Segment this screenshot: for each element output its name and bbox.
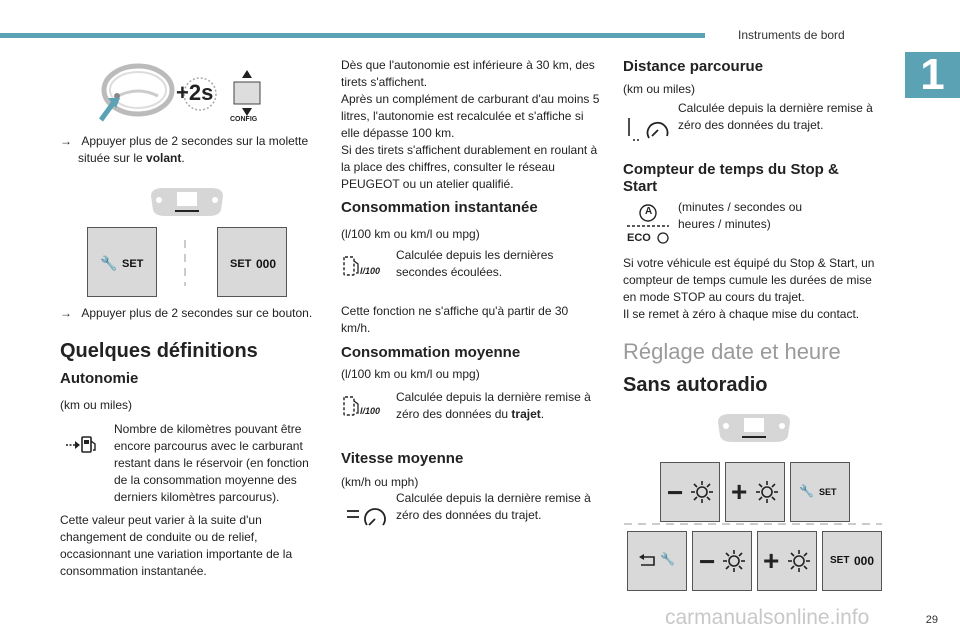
moyenne-desc: Calculée depuis la dernière remise à zéro des données du trajet. [396, 390, 591, 421]
instrument-cluster-icon [145, 186, 229, 220]
vitesse-unit: (km/h ou mph) [341, 475, 419, 489]
brightness-down-button[interactable] [660, 462, 720, 522]
sun-icon [723, 550, 745, 572]
autonomie-note: Cette valeur peut varier à la suite d'un changement de conduite ou de relief, occasionnant une variation importante de la consommation instantanée. [60, 513, 293, 578]
sun-icon [788, 550, 810, 572]
steering-wheel-illustration [96, 60, 176, 126]
hold-duration-label: +2s [176, 80, 214, 105]
brightness-up-button[interactable] [757, 531, 817, 591]
moyenne-unit: (l/100 km ou km/l ou mpg) [341, 367, 480, 381]
instant-desc: Calculée depuis les dernières secondes écoulées. [396, 248, 554, 279]
set-button-left[interactable] [87, 227, 157, 297]
vitesse-desc: Calculée depuis la dernière remise à zéro des données du trajet. [396, 491, 591, 522]
minus-icon: − [667, 477, 684, 508]
chapter-number: 1 [905, 52, 960, 98]
wrench-icon: 🔧 [660, 552, 675, 566]
fuel-range-icon [66, 436, 98, 454]
icon-label: l/100 [360, 266, 381, 276]
instant-note: Cette fonction ne s'affiche qu'à partir de 30 km/h. [341, 304, 569, 335]
instruction-wheel: → Appuyer plus de 2 secondes sur la molette située sur le volant. [60, 134, 309, 165]
stopstart-desc: Si votre véhicule est équipé du Stop & Start, un compteur de temps cumule les durées de mise en mode STOP au cours du trajet. Il se remet à zéro à chaque mise du contact. [623, 256, 875, 321]
value-label: 000 [854, 554, 875, 568]
instant-heading: Consommation instantanée [341, 199, 538, 216]
set-button[interactable] [790, 462, 850, 522]
distance-desc: Calculée depuis la dernière remise à zéro des données du trajet. [678, 101, 873, 132]
return-button[interactable] [627, 531, 687, 591]
definitions-heading: Quelques définitions [60, 340, 258, 362]
autonomie-unit: (km ou miles) [60, 398, 133, 412]
watermark: carmanualsonline.info [665, 606, 870, 629]
stopstart-unit: (minutes / secondes ou heures / minutes) [678, 200, 803, 231]
instant-unit: (l/100 km ou km/l ou mpg) [341, 227, 480, 241]
sans-autoradio-heading: Sans autoradio [623, 374, 768, 396]
divider-dashed [183, 240, 187, 286]
instruction-button: → Appuyer plus de 2 secondes sur ce bouton. [60, 306, 313, 320]
sun-icon [756, 481, 778, 503]
stopstart-heading: Compteur de temps du Stop & Start [623, 161, 839, 195]
icon-label: l/100 [360, 406, 381, 416]
set-label: SET [122, 258, 144, 270]
icon-letter: A [645, 206, 653, 217]
distance-unit: (km ou miles) [623, 82, 696, 96]
hold-timer-icon [176, 76, 216, 110]
distance-icon [625, 114, 671, 142]
autonomie-desc: Nombre de kilomètres pouvant être encore parcourus avec le carburant restant dans le réservoir (en fonction de la consommation moyenne des derniers kilomètres parcourus). [114, 422, 309, 504]
value-label: 000 [256, 257, 277, 271]
page-number: 29 [925, 614, 938, 626]
plus-icon: + [731, 476, 748, 507]
instrument-cluster-icon [712, 412, 796, 446]
set-label: SET [230, 258, 252, 270]
wrench-icon: 🔧 [799, 484, 814, 498]
header-bar [0, 33, 705, 38]
brightness-up-button[interactable] [725, 462, 785, 522]
speedometer-icon [345, 505, 387, 529]
vitesse-heading: Vitesse moyenne [341, 450, 464, 467]
set-button-right[interactable] [217, 227, 287, 297]
autonomie-intro: Dès que l'autonomie est inférieure à 30 km, des tirets s'affichent. Après un complément de carburant d'au moins 5 litres, l'autonomie est recalculée et s'affiche si elle dépasse 100 km. Si des tirets s'affichent durablement en roulant à la place des chiffres, consulter le réseau PEUGEOT ou un atelier qualifié. [341, 58, 600, 191]
minus-icon: − [699, 546, 716, 577]
brightness-down-button[interactable] [692, 531, 752, 591]
distance-heading: Distance parcourue [623, 58, 764, 75]
icon-label: ECO [627, 232, 651, 244]
set-button[interactable] [822, 531, 882, 591]
sun-icon [691, 481, 713, 503]
fuel-consumption-icon [342, 395, 390, 419]
moyenne-heading: Consommation moyenne [341, 344, 521, 361]
stop-start-icon [625, 203, 671, 245]
date-heading: Réglage date et heure [623, 339, 841, 364]
autonomie-heading: Autonomie [60, 370, 139, 387]
config-button-illustration [230, 68, 264, 124]
set-label: SET [830, 555, 850, 566]
config-label: CONFIG [230, 116, 258, 123]
set-label: SET [819, 487, 837, 497]
section-title: Instruments de bord [738, 28, 845, 42]
plus-icon: + [763, 545, 780, 576]
fuel-consumption-icon [342, 255, 390, 279]
return-icon [638, 554, 656, 568]
divider-dashed [624, 522, 882, 526]
wrench-icon: 🔧 [100, 255, 118, 271]
